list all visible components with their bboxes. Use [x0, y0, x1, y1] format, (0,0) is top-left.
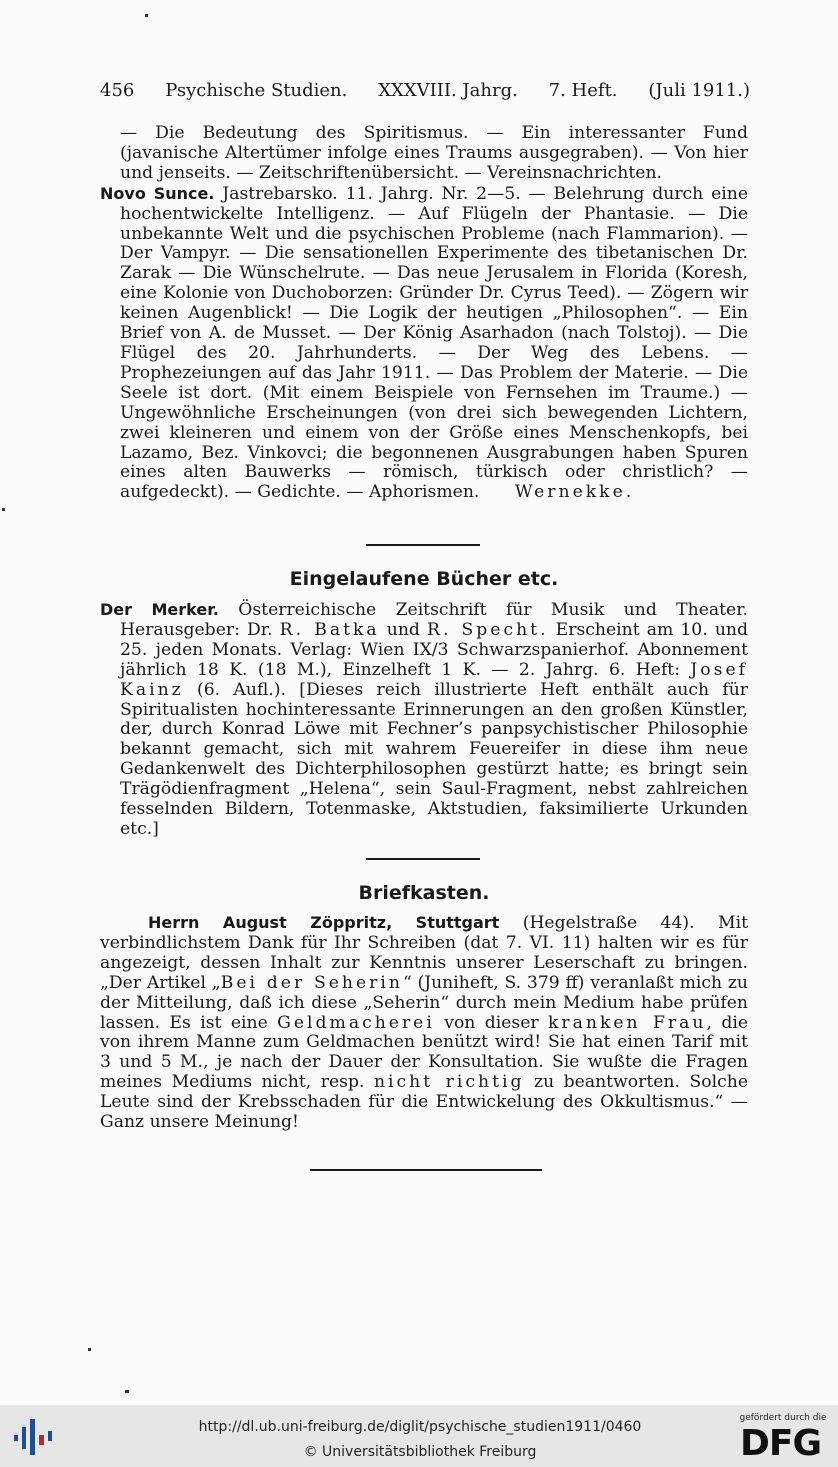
editor-batka: R. Batka	[279, 619, 380, 640]
journal-title: Psychische Studien.	[165, 80, 348, 101]
der-merker-text-1: Österreichische Zeitschrift für Musik und Theater. Herausgeber: Dr.	[120, 600, 748, 640]
josef-kainz: Josef Kainz	[120, 659, 748, 700]
reply-text-5: zu beantworten. Solche Leute sind der Krebsschaden für die Entwickelung des Okkultismus.“ — Ganz unsere Meinung!	[100, 1072, 748, 1133]
scan-speck	[145, 14, 148, 17]
section-periodicals	[100, 124, 748, 503]
conjunction: und	[379, 619, 428, 640]
copyright-notice: © Universitätsbibliothek Freiburg	[303, 1444, 537, 1460]
page-number: 456	[100, 80, 135, 101]
issue: 7. Heft.	[548, 80, 618, 101]
der-merker-text-3: (6. Aufl.). [Dieses reich illustrierte Heft enthält auch für Spiritualisten hochinteressante Erinnerungen an den großen Künstler, der, durch Konrad Löwe mit Fechner’s panpsychistischer Philosophie bekannt gemacht, sich mit wahrem Feuereifer in diese ihm neue Gedankenwelt des Dichterphilosophen gestürzt hatte; es bringt sein Trägödienfragment „Helena“, sein Saul-Fragment, nebst zahlreichen fesselnden Bildern, Totenmaske, Aktstudien, faksimilierte Urkunden etc.]	[120, 679, 748, 839]
continuation-paragraph	[100, 124, 748, 184]
dfg-caption: gefördert durch die	[739, 1413, 827, 1423]
editor-specht: R. Specht.	[427, 619, 549, 640]
continuation-text: — Die Bedeutung des Spiritismus. — Ein interessanter Fund (javanische Altertümer infolge eines Traums ausgegraben). — Von hier und jenseits. — Zeitschriftenübersicht. — Vereinsnachrichten.	[120, 123, 748, 183]
emphasis-geldmacherei: Geldmacherei	[277, 1012, 435, 1033]
signature: Wernekke.	[514, 482, 635, 503]
reply-text-1: (Hegelstraße 44). Mit verbindlichstem Dank für Ihr Schreiben (dat 7. VI. 11) halten wir es für angezeigt, dessen Inhalt zur Kenntnis unserer Leserschaft zu bringen. „Der Artikel „	[100, 913, 748, 993]
novo-sunce-title: Novo Sunce.	[100, 183, 215, 203]
emphasis-kranken: kranken Frau	[548, 1012, 707, 1033]
end-rule	[310, 1169, 542, 1171]
running-header	[100, 80, 750, 101]
article-title: Bei der Seherin	[220, 972, 403, 993]
reply-text-2: “ (Juniheft, S. 379 ff) veranlaßt mich zu der Mitteilung, daß ich diese „Seherin“ durch mein Medium habe prüfen lassen. Es ist eine	[100, 972, 748, 1033]
der-merker-title: Der Merker.	[100, 600, 219, 619]
reply-text-4: , die von ihrem Manne zum Geldmachen benützt wird! Sie hat einen Tarif mit 3 und 5 M., je nach der Dauer der Konsultation. Sie wußte die Fragen meines Mediums nicht, resp.	[100, 1012, 748, 1093]
heading-letterbox: Briefkasten.	[358, 882, 490, 904]
dfg-logo: DFG	[740, 1423, 822, 1464]
volume: XXXVIII. Jahrg.	[378, 80, 518, 101]
letter-reply	[100, 913, 748, 1133]
scan-speck	[2, 508, 5, 511]
scan-speck	[88, 1348, 91, 1351]
library-logo-icon	[12, 1417, 58, 1457]
section-books	[100, 600, 748, 840]
separator-rule	[366, 544, 480, 546]
der-merker-text-2: Erscheint am 10. und 25. jeden Monats. Verlag: Wien IX/3 Schwarzspanierhof. Abonnement jährlich 18 K. (18 M.), Einzelheft 1 K. — 2. Jahrg. 6. Heft:	[120, 619, 748, 680]
heading-books: Eingelaufene Bücher etc.	[289, 568, 559, 590]
novo-sunce-entry	[100, 184, 748, 504]
emphasis-nicht-richtig: nicht richtig	[373, 1072, 525, 1093]
separator-rule	[366, 858, 480, 860]
scan-speck	[125, 1390, 129, 1393]
der-merker-entry	[100, 600, 748, 840]
source-url-link[interactable]: http://dl.ub.uni-freiburg.de/diglit/psychische_studien1911/0460	[198, 1419, 642, 1435]
issue-date: (Juli 1911.)	[648, 80, 750, 101]
novo-sunce-text: Jastrebarsko. 11. Jahrg. Nr. 2—5. — Belehrung durch eine hochentwickelte Intelligenz. — Auf Flügeln der Phantasie. — Die unbekannte Welt und die psychischen Probleme (nach Flammarion). — Der Vampyr. — Die sensationellen Experimente des tibetanischen Dr. Zarak — Die Wünschelrute. — Das neue Jerusalem in Florida (Koresh, eine Kolonie von Duchoborzen: Gründer Dr. Cyrus Teed). — Zögern wir keinen Augenblick! — Die Logik der heutigen „Philosophen“. — Ein Brief von A. de Musset. — Der König Asarhadon (nach Tolstoj). — Die Flügel des 20. Jahrhunderts. — Der Weg des Lebens. — Prophezeiungen auf das Jahr 1911. — Das Problem der Materie. — Die Seele ist dort. (Mit einem Beispiele von Fernsehen im Traume.) — Ungewöhnliche Erscheinungen (von drei sich bewegenden Lichtern, zwei kleineren und einem von der Größe eines Menschenkopfs, bei Lazamo, Bez. Vinkovci; die begonnenen Ausgrabungen haben Spuren eines alten Bauwerks — römisch, türkisch oder christlich? — aufgedeckt). — Gedichte. — Aphorismen.	[120, 183, 748, 503]
section-letterbox	[100, 913, 748, 1133]
viewer-footer	[0, 1405, 838, 1467]
addressee: Herrn August Zöppritz, Stuttgart	[148, 913, 500, 932]
reply-text-3: von dieser	[434, 1012, 549, 1033]
